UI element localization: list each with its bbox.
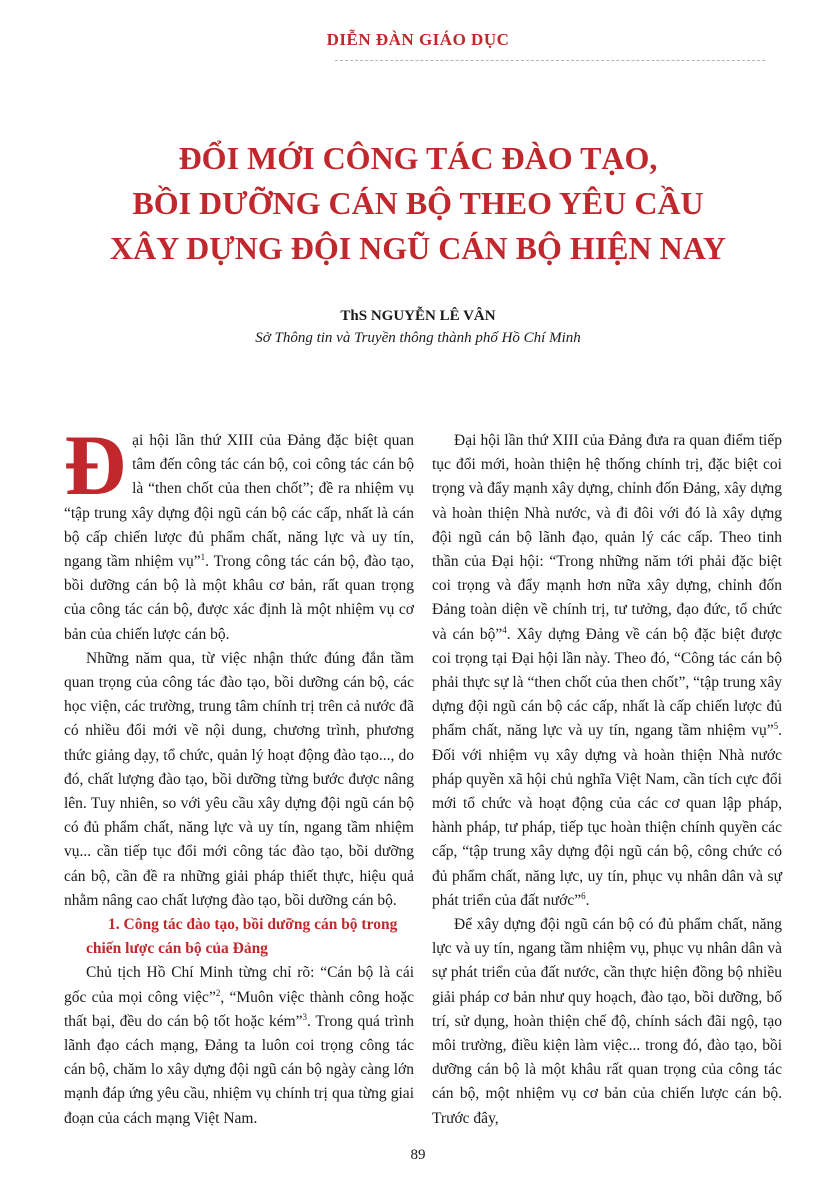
- column-left: [64, 417, 415, 1131]
- paragraph: Đại hội lần thứ XIII của Đảng đặc biệt quan tâm đến công tác cán bộ, coi công tác cán bộ là “then chốt của then chốt”; đề ra nhiệm vụ “tập trung xây dựng đội ngũ cán bộ các cấp, nhất là cán bộ cấp chiến lược đủ phẩm chất, năng lực và uy tín, ngang tầm nhiệm vụ”$^1$. Trong công tác cán bộ, đào tạo, bồi dưỡng cán bộ là một khâu cơ bản, rất quan trọng của công tác cán bộ, được xác định là một nhiệm vụ cơ bản của chiến lược cán bộ.: [64, 417, 415, 643]
- page-number: 89: [410, 1147, 426, 1163]
- footnote-ref: 6: [581, 890, 586, 901]
- paragraph: Chủ tịch Hồ Chí Minh từng chỉ rõ: “Cán bộ là cái gốc của mọi công việc”$^2$, “Muôn việc thành công hoặc thất bại, đều do cán bộ tốt hoặc kém”$^3$. Trong quá trình lãnh đạo cách mạng, Đảng ta luôn coi trọng công tác cán bộ, chăm lo xây dựng đội ngũ cán bộ ngày càng lớn mạnh đáp ứng yêu cầu, nhiệm vụ chính trị qua từng giai đoạn của cách mạng Việt Nam.: [64, 964, 414, 1127]
- drop-cap: Đ: [64, 417, 127, 513]
- footnote-ref: 4: [502, 624, 507, 635]
- section-heading: 1. Công tác đào tạo, bồi dưỡng cán bộ trong chiến lược cán bộ của Đảng: [86, 916, 398, 958]
- paragraph: Đại hội lần thứ XIII của Đảng đưa ra quan điểm tiếp tục đổi mới, hoàn thiện hệ thống chính trị, đặc biệt coi trọng và đẩy mạnh xây dựng, chỉnh đốn Đảng, xây dựng và hoàn thiện Nhà nước, và đi đôi với đó là xây dựng đội ngũ cán bộ lãnh đạo, quản lý các cấp. Theo tinh thần của Đại hội: “Trong những năm tới phải đặc biệt coi trọng và đẩy mạnh hơn nữa xây dựng, chỉnh đốn Đảng toàn diện về chính trị, tư tưởng, đạo đức, tổ chức và cán bộ”$^4$. Xây dựng Đảng về cán bộ đặc biệt được coi trọng tại Đại hội lần này. Theo đó, “Công tác cán bộ phải thực sự là “then chốt của then chốt”, “tập trung xây dựng đội ngũ cán bộ các cấp, nhất là cấp chiến lược đủ phẩm chất, năng lực và uy tín, ngang tầm nhiệm vụ”$^5$. Đối với nhiệm vụ xây dựng và hoàn thiện Nhà nước pháp quyền xã hội chủ nghĩa Việt Nam, cần tích cực đổi mới tổ chức và hoạt động của các cơ quan lập pháp, hành pháp, tư pháp, tiếp tục hoàn thiện chính quyền các cấp, “tập trung xây dựng đội ngũ cán bộ, công chức có đủ phẩm chất, năng lực, uy tín, phục vụ nhân dân và sự phát triển của đất nước”$^6$.: [432, 432, 782, 909]
- header-divider: [335, 60, 765, 62]
- footnote-ref: 3: [302, 1011, 308, 1022]
- title-line: XÂY DỰNG ĐỘI NGŨ CÁN BỘ HIỆN NAY: [109, 230, 727, 266]
- paragraph: Để xây dựng đội ngũ cán bộ có đủ phẩm chất, năng lực và uy tín, ngang tầm nhiệm vụ, phục vụ nhân dân và sự phát triển của đất nước, cần thực hiện đồng bộ nhiều giải pháp cơ bản như quy hoạch, đào tạo, bồi dưỡng, bố trí, sử dụng, hoàn thiện chế độ, chính sách đãi ngộ, tạo môi trường, điều kiện làm việc... trong đó, đào tạo, bồi dưỡng cán bộ là một khâu rất quan trọng của công tác cán bộ, một nhiệm vụ cơ bản của chiến lược cán bộ. Trước đây,: [432, 916, 782, 1127]
- title-line: BỒI DƯỠNG CÁN BỘ THEO YÊU CẦU: [132, 185, 704, 221]
- column-right: [432, 429, 782, 1131]
- author-name: ThS NGUYỄN LÊ VÂN: [340, 308, 496, 324]
- footnote-ref: 2: [215, 987, 221, 998]
- footnote-ref: 1: [200, 551, 206, 562]
- title-line: ĐỔI MỚI CÔNG TÁC ĐÀO TẠO,: [178, 140, 658, 176]
- paragraph: Những năm qua, từ việc nhận thức đúng đắn tầm quan trọng của công tác đào tạo, bồi dưỡng cán bộ, các học viện, các trường, trung tâm chính trị trên cả nước đã có nhiều đổi mới về nội dung, chương trình, phương thức giảng dạy, tổ chức, quản lý hoạt động đào tạo..., do đó, chất lượng đào tạo, bồi dưỡng từng bước được nâng lên. Tuy nhiên, so với yêu cầu xây dựng đội ngũ cán bộ có đủ phẩm chất, năng lực và uy tín, ngang tầm nhiệm vụ... cần tiếp tục đổi mới công tác đào tạo, bồi dưỡng cán bộ, cần đề ra những giải pháp thiết thực, hiệu quả nhằm nâng cao chất lượng đào tạo, bồi dưỡng cán bộ.: [64, 649, 414, 909]
- author-affiliation: Sở Thông tin và Truyền thông thành phố Hồ Chí Minh: [255, 330, 581, 346]
- article-title: [0, 136, 836, 271]
- footnote-ref: 5: [773, 721, 779, 732]
- section-header: DIỄN ĐÀN GIÁO DỤC: [326, 30, 510, 49]
